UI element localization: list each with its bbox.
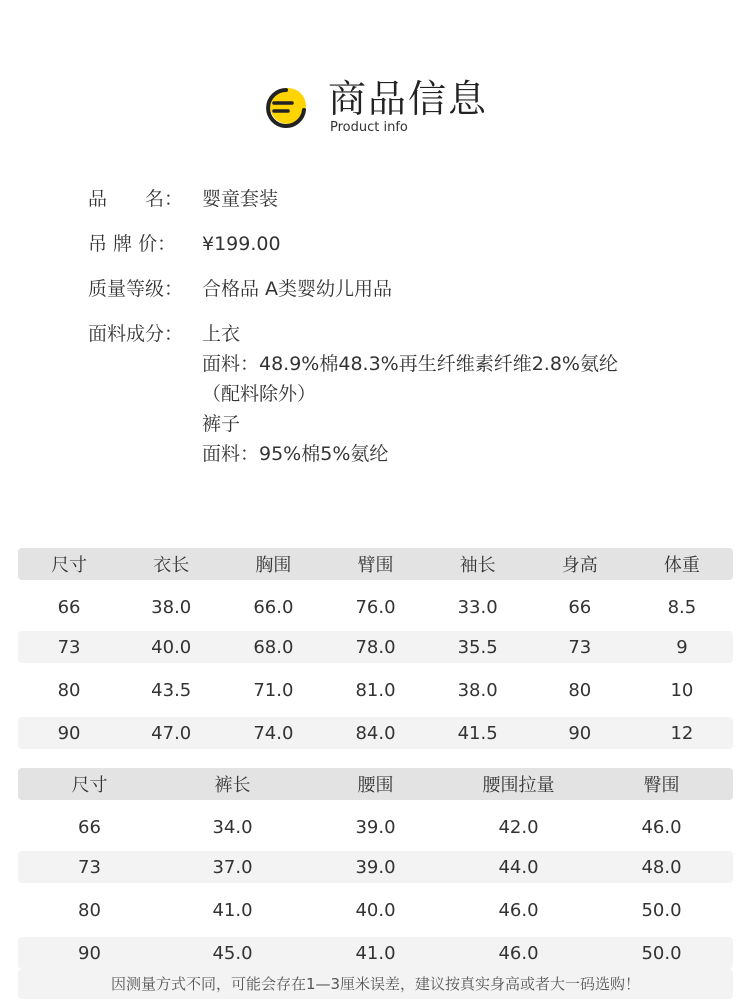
- bottom-size-table: [18, 768, 733, 969]
- table-row: [18, 851, 733, 883]
- section-header: [262, 74, 522, 144]
- table-cell: 47.0: [151, 722, 192, 744]
- table-cell: 39.0: [355, 856, 396, 878]
- table-cell: 38.0: [151, 596, 192, 618]
- measurement-note: 因测量方式不同，可能会存在1—3厘米误差，建议按真实身高或者大一码选购！: [18, 969, 733, 999]
- table-cell: 35.5: [457, 636, 498, 658]
- table-cell: 74.0: [253, 722, 294, 744]
- table-header-cell: 衣长: [153, 555, 190, 576]
- table-cell: 10: [670, 679, 694, 701]
- info-row-fabric: [88, 319, 708, 469]
- table-cell: 43.5: [151, 679, 192, 701]
- table-header-cell: 臀围: [643, 775, 680, 796]
- table-cell: 80: [78, 899, 101, 921]
- table-cell: 50.0: [641, 899, 682, 921]
- table-header-cell: 胸围: [255, 555, 292, 576]
- table-cell: 46.0: [498, 942, 539, 964]
- table-cell: 50.0: [641, 942, 682, 964]
- fabric-lines: [202, 319, 708, 469]
- fabric-line: 面料：95%棉5%氨纶: [202, 443, 389, 465]
- table-cell: 46.0: [641, 816, 682, 838]
- table-row: [18, 717, 733, 749]
- table-cell: 81.0: [355, 679, 396, 701]
- table-header-cell: 尺寸: [71, 775, 108, 796]
- table-row: [18, 674, 733, 706]
- top-size-table: [18, 548, 733, 749]
- fabric-line: 裤子: [202, 413, 241, 435]
- info-value: ¥199.00: [202, 233, 281, 255]
- info-row-name: [88, 184, 708, 214]
- table-cell: 66: [568, 596, 592, 618]
- table-cell: 66: [57, 596, 81, 618]
- table-cell: 71.0: [253, 679, 294, 701]
- table-header-cell: 裤长: [214, 775, 251, 796]
- table-cell: 80: [57, 679, 81, 701]
- table-row: [18, 894, 733, 926]
- table-cell: 73: [568, 636, 592, 658]
- table-cell: 80: [568, 679, 592, 701]
- document-lines-icon: [262, 84, 310, 132]
- info-label: 质量等级：: [88, 278, 184, 300]
- info-row-price: [88, 229, 708, 259]
- table-cell: 12: [670, 722, 694, 744]
- table-cell: 40.0: [151, 636, 192, 658]
- table-cell: 73: [57, 636, 81, 658]
- table-cell: 34.0: [212, 816, 253, 838]
- table-header-cell: 体重: [663, 555, 700, 576]
- table-row: [18, 811, 733, 843]
- table-cell: 33.0: [457, 596, 498, 618]
- table-cell: 90: [568, 722, 592, 744]
- info-value: 婴童套装: [202, 188, 279, 210]
- table-header-cell: 腰围拉量: [482, 775, 555, 796]
- table-header-cell: 袖长: [459, 555, 496, 576]
- table-cell: 46.0: [498, 899, 539, 921]
- table-cell: 8.5: [667, 596, 697, 618]
- info-row-grade: [88, 274, 708, 304]
- table-cell: 41.0: [212, 899, 253, 921]
- table-cell: 41.0: [355, 942, 396, 964]
- info-label: 品 名：: [88, 188, 184, 210]
- table-cell: 90: [57, 722, 81, 744]
- page-subtitle: Product info: [330, 120, 408, 135]
- table-cell: 38.0: [457, 679, 498, 701]
- table-row: [18, 937, 733, 969]
- table-cell: 9: [676, 636, 688, 658]
- info-label: 面料成分：: [88, 323, 184, 345]
- product-info-list: [88, 184, 708, 484]
- fabric-line: 面料：48.9%棉48.3%再生纤维素纤维2.8%氨纶: [202, 353, 618, 375]
- table-cell: 76.0: [355, 596, 396, 618]
- fabric-line: 上衣: [202, 323, 241, 345]
- table-header-cell: 身高: [561, 555, 598, 576]
- table-row: [18, 591, 733, 623]
- fabric-line: （配料除外）: [202, 383, 317, 405]
- table-cell: 90: [78, 942, 101, 964]
- table-cell: 48.0: [641, 856, 682, 878]
- info-value: 合格品 A类婴幼儿用品: [202, 278, 393, 300]
- table-header-cell: 尺寸: [51, 555, 88, 576]
- table-header-row: [18, 768, 733, 800]
- table-cell: 42.0: [498, 816, 539, 838]
- info-label: 吊 牌 价：: [88, 233, 177, 255]
- table-cell: 66.0: [253, 596, 294, 618]
- table-header-row: [18, 548, 733, 580]
- page-title: 商品信息: [328, 77, 489, 121]
- table-cell: 41.5: [457, 722, 498, 744]
- table-cell: 45.0: [212, 942, 253, 964]
- table-cell: 68.0: [253, 636, 294, 658]
- table-cell: 44.0: [498, 856, 539, 878]
- table-row: [18, 631, 733, 663]
- table-cell: 66: [78, 816, 101, 838]
- table-cell: 84.0: [355, 722, 396, 744]
- table-header-cell: 腰围: [357, 775, 394, 796]
- table-cell: 73: [78, 856, 101, 878]
- table-cell: 78.0: [355, 636, 396, 658]
- table-cell: 40.0: [355, 899, 396, 921]
- table-cell: 37.0: [212, 856, 253, 878]
- table-header-cell: 臂围: [357, 555, 394, 576]
- table-cell: 39.0: [355, 816, 396, 838]
